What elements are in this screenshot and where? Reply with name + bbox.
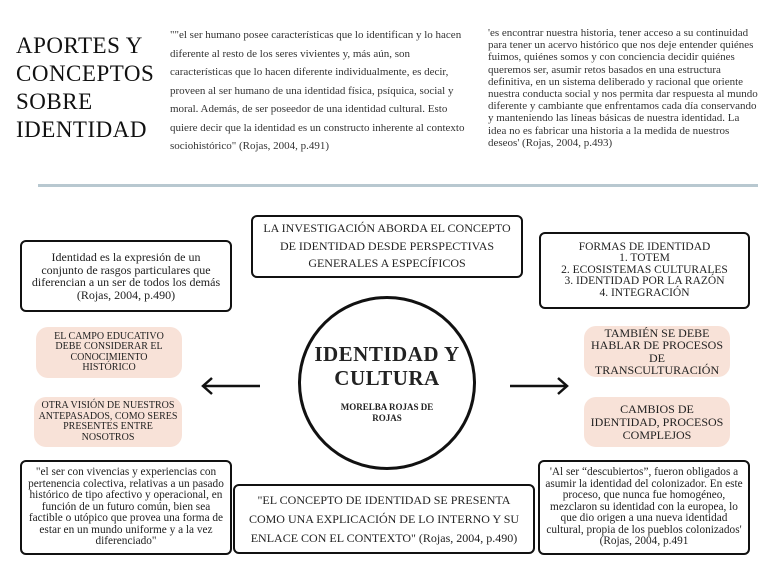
pill-educational-field-text: EL CAMPO EDUCATIVO DEBE CONSIDERAR EL CONOCIMIENTO HISTÓRICO: [54, 330, 164, 373]
box-collective-belonging-text: "el ser con vivencias y experiencias con pertenencia colectiva, relativas a un pasado histórico de tipo afectivo y operacional, en función de un futuro común, bien sea factible o utópico que provea una forma de estar en un mundo uniforme y a la vez diferenciado": [28, 465, 224, 548]
pill-identity-changes: [584, 397, 730, 447]
pill-transculturation-text: TAMBIÉN SE DEBE HABLAR DE PROCESOS DE TRANSCULTURACIÓN: [590, 325, 724, 377]
identity-forms-title: FORMAS DE IDENTIDAD: [578, 240, 711, 253]
central-topic-circle: [298, 296, 476, 470]
box-identity-definition-text: Identidad es la expresión de un conjunto de rasgos particulares que diferencian a un ser de todos los demás (Rojas, 2004, p.490): [31, 250, 221, 302]
pill-ancestors-vision: [34, 397, 182, 447]
box-colonization-identity-text: 'Al ser “descubiertos”, fueron obligados a asumir la identidad del colonizador. En este proceso, que nunca fue homogéneo, mezclaron su identidad con la europea, lo que dio origen a una nueva identidad cultural, propia de los pueblos colonizados' (Rojas, 2004, p.491: [545, 465, 743, 548]
divider: [38, 184, 758, 187]
box-identity-concept: [233, 484, 535, 554]
pill-educational-field: [36, 327, 182, 378]
identity-forms-item: 3. IDENTIDAD POR LA RAZÓN: [564, 275, 725, 288]
box-colonization-identity: [538, 460, 750, 555]
quote-top-right: 'es encontrar nuestra historia, tener acceso a su continuidad para tener un acervo histórico que nos deje entender quiénes fuimos, quiénes somos y con conciencia decidir quiénes queremos ser, asumir retos basados en una estructura definitiva, en un sistema deliberado y racional que oriente nuestra conducta social y nos permita dar respuesta al mundo diferente y cambiante que enfrentamos cada día conservando y manteniendo las líneas básicas de nuestra identidad. La idea no es fabricar una historia a la medida de nuestros deseos' (Rojas, 2004, p.493): [488, 27, 758, 149]
pill-transculturation: [584, 326, 730, 377]
box-identity-forms: [539, 232, 750, 309]
pill-ancestors-vision-text: OTRA VISIÓN DE NUESTROS ANTEPASADOS, COMO SERES PRESENTES ENTRE NOSOTROS: [38, 400, 178, 443]
box-investigation-scope: [251, 215, 523, 278]
box-collective-belonging: [20, 460, 232, 555]
page-title: APORTES Y CONCEPTOS SOBRE IDENTIDAD: [16, 33, 155, 142]
identity-forms-item: 2. ECOSISTEMAS CULTURALES: [561, 263, 728, 276]
box-identity-concept-text: "EL CONCEPTO DE IDENTIDAD SE PRESENTA COMO UNA EXPLICACIÓN DE LO INTERNO Y SU ENLACE CON EL CONTEXTO" (Rojas, 2004, p.490): [248, 492, 520, 545]
central-topic-author: MORELBA ROJAS DE ROJAS: [340, 402, 434, 423]
identity-forms-item: 4. INTEGRACIÓN: [599, 286, 690, 299]
quote-top-left: ""el ser humano posee características que lo identifican y lo hacen diferente al resto de los seres vivientes y, más aún, son características que lo hacen diferente individualmente, es decir, proveen al ser humano de una identidad física, psíquica, social y moral. Además, de ser poseedor de una identidad cultural. Esto quiere decir que la identidad es un constructo inherente al contexto sociohistórico" (Rojas, 2004, p.491): [170, 29, 465, 152]
arrow-right-icon: [508, 376, 570, 396]
box-identity-definition: [20, 240, 232, 312]
box-investigation-scope-text: LA INVESTIGACIÓN ABORDA EL CONCEPTO DE IDENTIDAD DESDE PERSPECTIVAS GENERALES A ESPECÍFICOS: [263, 221, 511, 271]
arrow-left-icon: [200, 376, 262, 396]
identity-forms-item: 1. TOTEM: [619, 252, 670, 265]
central-topic-title: IDENTIDAD Y CULTURA: [314, 342, 460, 390]
pill-identity-changes-text: CAMBIOS DE IDENTIDAD, PROCESOS COMPLEJOS: [590, 401, 724, 442]
